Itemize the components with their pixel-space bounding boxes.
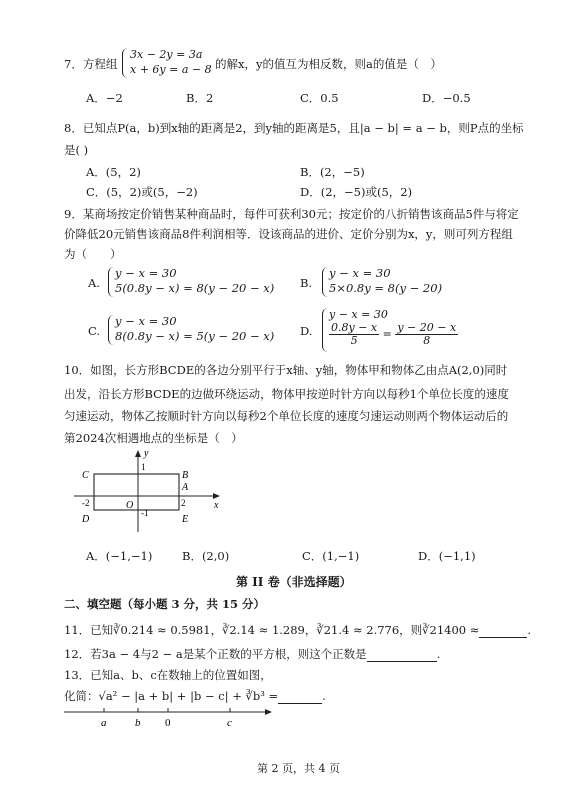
q13-line2: 化简：√a² − |a + b| + |b − c| + ∛b³ = [64, 689, 279, 703]
q13-line1: 13．已知a、b、c在数轴上的位置如图， [64, 668, 272, 682]
tick-minus-2: -2 [82, 498, 90, 508]
q10-line3: 匀速运动，物体乙按顺时针方向以每秒2个单位长度的速度匀速运动则两个物体运动后的 [64, 409, 509, 423]
q12-end: . [436, 647, 441, 661]
q9-option-d-label: D. [300, 324, 313, 338]
q9-d-eq1: y − x = 30 [329, 308, 388, 321]
q7-prefix: 7．方程组 [64, 57, 118, 71]
label-b: B [182, 470, 189, 481]
q11-blank [479, 623, 527, 638]
q9-line3: 为（ ） [64, 247, 122, 261]
q7-option-a: A．−2 [86, 91, 123, 105]
q10-line4: 第2024次相遇地点的坐标是（ ） [64, 431, 243, 445]
section2-title: 第 II 卷（非选择题） [236, 575, 352, 589]
q9-line1: 9．某商场按定价销售某种商品时，每件可获利30元；按定价的八折销售该商品5件与将定 [64, 207, 519, 221]
q9-d-num2: y − 20 − x [397, 321, 457, 334]
label-a: A [182, 482, 189, 493]
label-e: E [182, 514, 189, 525]
label-b: b [135, 717, 141, 729]
label-zero: 0 [165, 717, 171, 729]
q9-d-brace [322, 308, 329, 352]
number-line-arrow [265, 709, 272, 715]
q7-brace [122, 48, 129, 78]
q9-a-eq1: y − x = 30 [115, 266, 177, 280]
q9-c-system [115, 314, 274, 344]
q9-a-system [115, 266, 274, 296]
q9-c-brace [108, 315, 115, 345]
q10-figure [70, 448, 230, 536]
q10-option-d: D．(−1,1) [418, 549, 476, 563]
q11-end: . [527, 623, 532, 637]
label-x: x [214, 500, 219, 511]
q9-b-brace [322, 267, 329, 297]
q9-a-brace [108, 267, 115, 297]
q7 [64, 56, 117, 72]
tick-minus-1: -1 [141, 508, 149, 518]
q12-blank [367, 647, 437, 662]
q8-option-a: A．(5，2) [86, 165, 141, 179]
q7-option-b: B．2 [186, 91, 214, 105]
q9-b-system [329, 266, 442, 296]
q10-line2: 出发，沿长方形BCDE的边做环绕运动，物体甲按逆时针方向以每秒1个单位长度的速度 [64, 387, 509, 401]
q11 [64, 622, 531, 638]
q11-text: 11．已知∛0.214 ≈ 0.5981，∛2.14 ≈ 1.289，∛21.4 ≈ 2.776，则∛21400 ≈ [64, 623, 480, 637]
tick-1: 1 [141, 462, 146, 472]
label-d: D [82, 514, 90, 525]
q10-option-c: C．(1,−1) [302, 549, 360, 563]
label-c: C [82, 470, 89, 481]
q9-option-c-label: C. [88, 324, 101, 338]
q13-end: . [322, 689, 326, 703]
q8-option-c: C．(5，2)或(5，−2) [86, 185, 198, 199]
q9-d-num1: 0.8y − x [331, 321, 378, 334]
q9-d-eq-sign: = [382, 327, 392, 341]
q9-option-b-label: B. [300, 276, 313, 290]
q7-option-d: D．−0.5 [422, 91, 471, 105]
q9-d-frac1 [329, 322, 379, 347]
q13-blank [278, 689, 322, 704]
q12-text: 12．若3a − 4与2 − a是某个正数的平方根，则这个正数是 [64, 647, 367, 661]
q13-number-line [62, 702, 276, 732]
q7-suffix: 的解x，y的值互为相反数，则a的值是（ ） [215, 57, 442, 71]
q7-option-c: C．0.5 [300, 91, 339, 105]
q10-option-b: B．(2,0) [182, 549, 230, 563]
tick-2: 2 [181, 498, 186, 508]
q10-line1: 10．如图，长方形BCDE的各边分别平行于x轴、y轴，物体甲和物体乙由点A(2,0)同时 [64, 363, 508, 377]
x-axis-arrow [213, 493, 220, 499]
q8-option-d: D．(2，−5)或(5，2) [300, 185, 413, 199]
label-a: a [101, 717, 107, 729]
q9-line2: 价降低20元销售该商品8件利润相等．设该商品的进价、定价分别为x，y，则可列方程组 [64, 227, 513, 241]
label-y: y [144, 448, 149, 459]
q12 [64, 646, 440, 662]
q9-b-eq1: y − x = 30 [329, 266, 391, 280]
fill-heading: 二、填空题（每小题 3 分，共 15 分） [64, 597, 266, 611]
q9-option-a-label: A. [88, 276, 100, 290]
q9-d-system [329, 307, 458, 347]
q9-d-frac2 [395, 322, 458, 347]
y-axis-arrow [135, 450, 141, 457]
q7-eq1: 3x − 2y = 3a [130, 48, 203, 61]
q10-option-a: A．(−1,−1) [86, 549, 153, 563]
label-o: O [126, 500, 134, 511]
q9-c-eq2: 8(0.8y − x) = 5(y − 20 − x) [115, 329, 275, 343]
q7-system [130, 47, 212, 77]
q9-b-eq2: 5×0.8y = 8(y − 20) [329, 281, 443, 295]
rectangle-bcde [94, 474, 179, 510]
q7-eq2: x + 6y = a − 8 [130, 63, 212, 76]
q9-d-eq2 [329, 322, 458, 347]
q9-d-den1: 5 [350, 334, 358, 347]
label-c: c [227, 717, 232, 729]
q9-c-eq1: y − x = 30 [115, 314, 177, 328]
q8-option-b: B．(2，−5) [300, 165, 365, 179]
q9-d-den2: 8 [423, 334, 431, 347]
q8-line1: 8．已知点P(a，b)到x轴的距离是2，到y轴的距离是5，且|a − b| = a − b，则P点的坐标 [64, 121, 524, 135]
q8-line2: 是( ) [64, 143, 89, 157]
q9-a-eq2: 5(0.8y − x) = 8(y − 20 − x) [115, 281, 275, 295]
page-footer: 第 2 页，共 4 页 [257, 762, 340, 775]
